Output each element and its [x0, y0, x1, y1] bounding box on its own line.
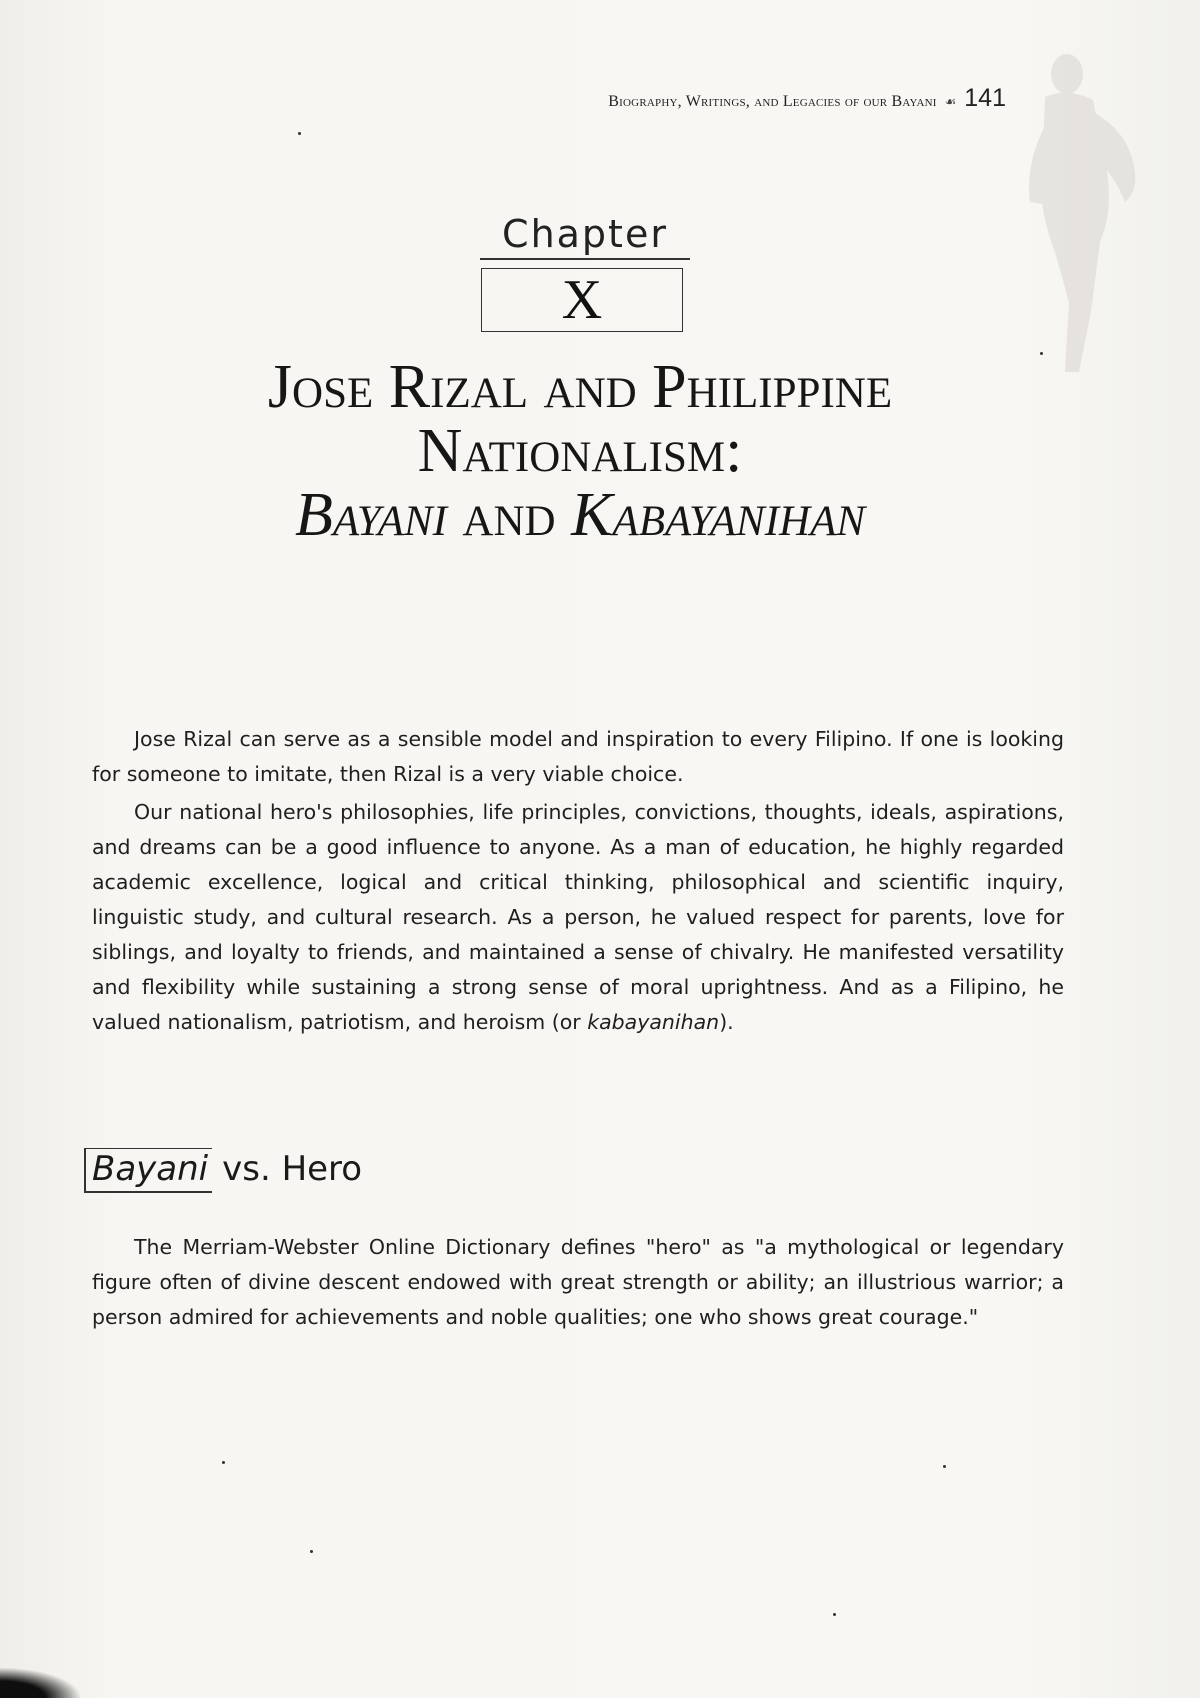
print-speck	[1040, 352, 1043, 355]
print-speck	[222, 1461, 225, 1464]
title-term-kabayanihan: Kabayanihan	[571, 481, 866, 549]
print-speck	[310, 1550, 313, 1553]
running-header	[416, 84, 1006, 113]
intro-paragraph-2-end: ).	[719, 1010, 734, 1034]
intro-paragraph-2	[92, 795, 1064, 1040]
chapter-title	[130, 355, 1030, 547]
intro-text	[92, 722, 1064, 1043]
page-number: 141	[964, 84, 1006, 112]
intro-paragraph-1: Jose Rizal can serve as a sensible model and inspiration to every Filipino. If one is looking for someone to imitate, then Rizal is a very viable choice.	[92, 727, 1064, 786]
print-speck	[833, 1613, 836, 1616]
title-term-bayani: Bayani	[294, 481, 447, 549]
term-kabayanihan: kabayanihan	[587, 1010, 720, 1034]
section-heading-bayani: Bayani	[84, 1148, 212, 1193]
chapter-number: X	[481, 268, 683, 332]
ornament-icon: ☙	[944, 94, 957, 109]
statue-watermark-icon	[995, 52, 1145, 372]
print-speck	[943, 1465, 946, 1468]
print-speck	[298, 132, 301, 135]
section-heading-rest: vs. Hero	[222, 1149, 363, 1189]
section-text	[92, 1230, 1064, 1338]
intro-paragraph-2-main: Our national hero's philosophies, life principles, convictions, thoughts, ideals, aspirations, and dreams can be a good influence to anyone. As a man of education, he highly regarded academic excellence, logical and critical thinking, philosophical and scientific inquiry, linguistic study, and cultural research. As a person, he valued respect for parents, love for siblings, and loyalty to friends, and maintained a sense of chivalry. He manifested versatility and flexibility while sustaining a strong sense of moral uprightness. And as a Filipino, he valued nationalism, patriotism, and heroism (or	[92, 800, 1064, 1034]
chapter-title-line2: Nationalism:	[417, 417, 743, 485]
section-paragraph: The Merriam-Webster Online Dictionary defines "hero" as "a mythological or legendary figure often of divine descent endowed with great strength or ability; an illustrious warrior; a person admired for achievements and noble qualities; one who shows great courage."	[92, 1235, 1064, 1329]
section-heading	[84, 1148, 362, 1193]
scan-shadow	[0, 1668, 80, 1698]
running-title: Biography, Writings, and Legacies of our Bayani	[608, 93, 937, 110]
title-conjunction: and	[462, 481, 556, 549]
chapter-title-line3	[130, 483, 1030, 547]
chapter-label: Chapter	[480, 212, 690, 260]
chapter-title-line1: Jose Rizal and Philippine	[267, 353, 893, 421]
